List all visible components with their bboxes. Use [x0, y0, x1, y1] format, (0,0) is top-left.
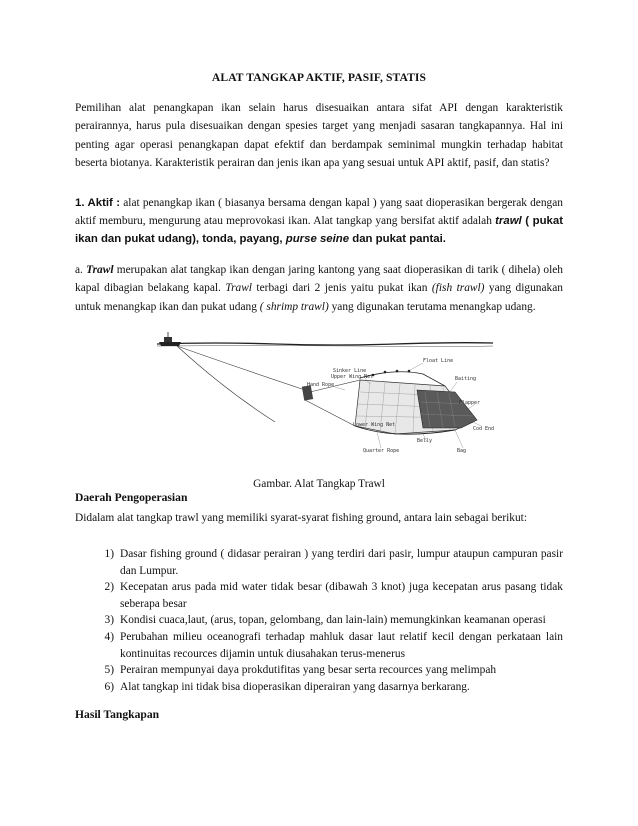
- trawl-term: Trawl: [86, 264, 114, 276]
- label-bag: Bag: [457, 448, 467, 454]
- warp-line-lower: [177, 346, 275, 422]
- daerah-heading: Daerah Pengoperasian: [75, 491, 188, 504]
- trawl-term-2: Trawl: [225, 282, 252, 295]
- aktif-label: 1. Aktif :: [75, 197, 121, 209]
- list-item: 6) Alat tangkap ini tidak bisa dioperasikan diperairan yang dasarnya berkarang.: [104, 680, 470, 693]
- label-float-line: Float Line: [423, 358, 454, 364]
- aktif-paragraph: [75, 195, 563, 248]
- trawl-text3: yang digunakan untuk menangkap ikan dan pukat udang: [75, 282, 563, 313]
- aktif-end: dan pukat pantai.: [349, 232, 446, 245]
- warp-line-upper: [177, 346, 305, 390]
- trawl-text2: terbagi dari 2 jenis yaitu pukat ikan: [251, 282, 432, 295]
- list-item: 3) Kondisi cuaca,laut, (arus, topan, gelombang, dan lain-lain) memungkinkan keamanan operasi: [104, 614, 546, 627]
- figure-caption: Gambar. Alat Tangkap Trawl: [253, 478, 385, 490]
- trawl-text1: merupakan alat tangkap ikan dengan jaring kantong yang saat dioperasikan di tarik ( dihela) oleh kapal dibagian belakang kapal.: [75, 264, 563, 295]
- label-sinker-line: Sinker Line: [333, 368, 367, 374]
- fish-trawl-term: (fish trawl): [431, 282, 485, 295]
- cod-end: [417, 390, 477, 428]
- label-flapper: Flapper: [459, 400, 481, 406]
- label-upper-wing: Upper Wing Net: [331, 374, 374, 380]
- shrimp-trawl-term: ( shrimp trawl): [259, 300, 329, 313]
- aktif-paren: ( pukat ikan dan pukat udang),: [75, 214, 563, 245]
- aktif-trawl: trawl: [495, 214, 522, 227]
- boat-icon: [159, 332, 181, 346]
- aktif-text: alat penangkap ikan ( biasanya bersama dengan kapal ) yang saat dioperasikan bergerak dengan aktif memburu, mengurung atau meprovokasi ikan. Alat tangkap yang bersifat aktif adalah: [75, 197, 564, 227]
- sea-surface: [157, 343, 493, 345]
- daerah-intro: Didalam alat tangkap trawl yang memiliki syarat-syarat fishing ground, antara lain sebagai berikut:: [75, 512, 527, 524]
- label-quarter-rope: Quarter Rope: [363, 448, 400, 454]
- label-hand-rope: Hand Rope: [307, 382, 335, 388]
- label-belly: Belly: [417, 438, 433, 444]
- page-title: ALAT TANGKAP AKTIF, PASIF, STATIS: [211, 71, 427, 84]
- label-cod-end: Cod End: [473, 426, 495, 432]
- trawl-text4: yang digunakan terutama menangkap udang.: [328, 300, 536, 313]
- intro-paragraph: Pemilihan alat penangkapan ikan selain harus disesuaikan antara sifat API dengan karakteristik perairannya, harus pula disesuaikan dengan spesies target yang menjadi sasaran tangkapannya. Hal ini penting agar operasi penangkapan dapat efektif dan berdampak seminimal mungkin terhadap habitat beserta biotanya. Karakteristik perairan dan jenis ikan apa yang sesuai untuk API aktif, pasif, dan statis?: [75, 102, 563, 170]
- list-item: 1) Dasar fishing ground ( didasar perairan ) yang terdiri dari pasir, lumpur ataupun campuran pasir dan Lumpur.: [104, 548, 563, 577]
- label-lower-wing: Lower Wing Net: [353, 422, 396, 428]
- list-item: 4) Perubahan milieu oceanografi terhadap mahluk dasar laut relatif kecil dengan perkataan lain kontinuitas recources dijamin untuk diusahakan terus-menerus: [104, 630, 563, 660]
- trawl-illustration: [155, 330, 495, 458]
- aktif-tonda: tonda, payang,: [199, 232, 286, 245]
- trawl-paragraph: [75, 261, 563, 316]
- list-item: 5) Perairan mempunyai daya prokdutifitas yang besar serta recources yang melimpah: [104, 664, 497, 677]
- list-item: 2) Kecepatan arus pada mid water tidak besar (dibawah 3 knot) juga kecepatan arus pasang tidak seberapa besar: [104, 581, 563, 610]
- label-baiting: Baiting: [455, 376, 477, 382]
- requirements-list: [75, 546, 563, 695]
- aktif-purse-seine: purse seine: [285, 232, 350, 245]
- hasil-heading: Hasil Tangkapan: [75, 708, 160, 721]
- trawl-prefix: a.: [75, 264, 87, 276]
